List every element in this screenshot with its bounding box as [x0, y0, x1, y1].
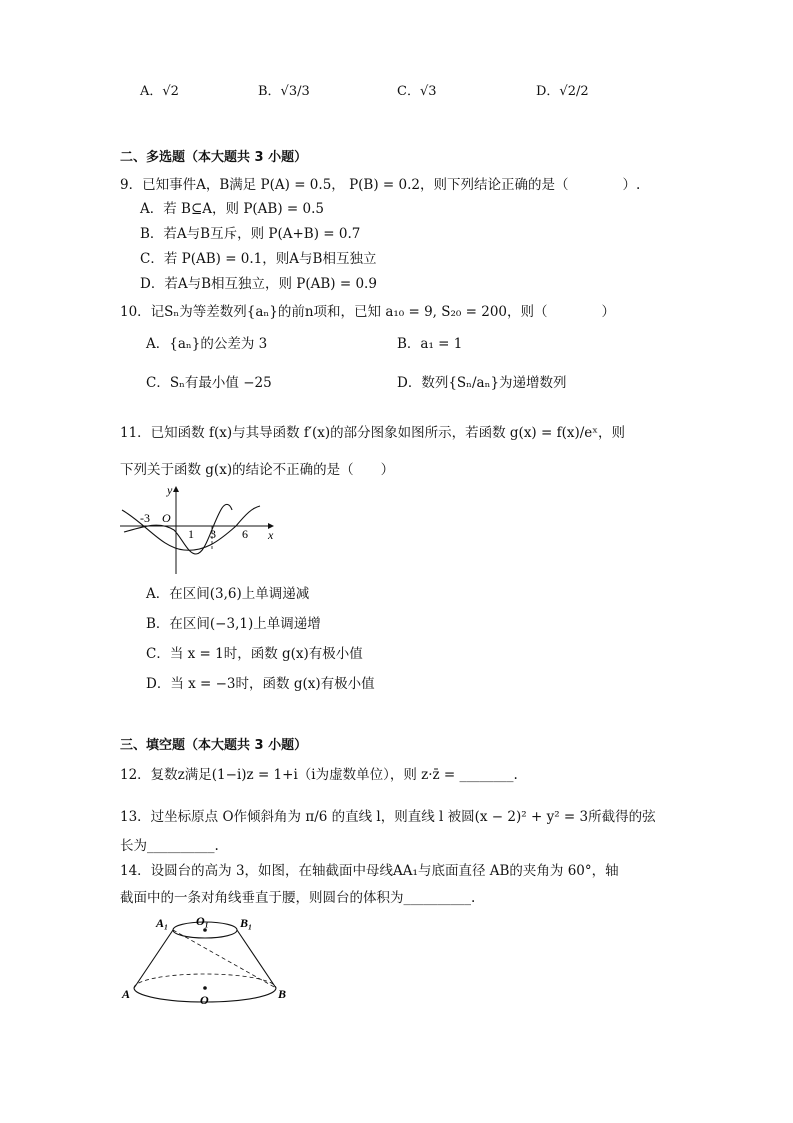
- section-title-multiple-choice: 二、多选题（本大题共 3 小题）: [120, 150, 308, 165]
- graph-label-neg3: -3: [140, 511, 150, 525]
- q11-stem-line2: 下列关于函数 g(x)的结论不正确的是（ ）: [120, 462, 395, 478]
- q9-option-a: A．若 B⊆A，则 P(AB) = 0.5: [140, 201, 324, 217]
- q8-option-c: [397, 80, 437, 99]
- q9-option-c: C．若 P(AB) = 0.1，则A与B相互独立: [140, 251, 377, 267]
- q12-text: 12．复数z满足(1−i)z = 1+i（i为虚数单位），则 z·z̄ = ________.: [120, 767, 518, 783]
- q11-option-d: D．当 x = −3时，函数 g(x)有极小值: [146, 676, 375, 692]
- graph-label-6: 6: [242, 527, 248, 541]
- frustum-label-o1: O₁: [196, 914, 209, 928]
- q14-frustum-figure: [118, 910, 298, 1010]
- q11-stem-line1: 11．已知函数 f(x)与其导函数 f′(x)的部分图象如图所示，若函数 g(x) = f(x)/eˣ，则: [120, 425, 625, 441]
- q10-stem: 10．记Sₙ为等差数列{aₙ}的前n项和，已知 a₁₀ = 9, S₂₀ = 200，则（ ）: [120, 304, 615, 320]
- q8-option-b-text: B．√3/3: [258, 84, 310, 99]
- q8-option-a: [140, 80, 179, 99]
- frustum-label-a1: A₁: [156, 916, 169, 930]
- q10-option-b: B．a₁ = 1: [397, 336, 463, 352]
- q11-function-graph: [118, 484, 288, 576]
- q11-option-b: B．在区间(−3,1)上单调递增: [146, 616, 321, 632]
- q8-option-d: [536, 80, 589, 99]
- graph-label-3: 3: [210, 527, 216, 541]
- q9-option-d: D．若A与B相互独立，则 P(AB) = 0.9: [140, 276, 377, 292]
- q9-stem: 9．已知事件A，B满足 P(A) = 0.5， P(B) = 0.2，则下列结论正确的是（ ）.: [120, 177, 641, 193]
- q13-line2: 长为__________.: [120, 838, 219, 854]
- q8-option-c-text: C．√3: [397, 84, 437, 99]
- graph-label-x: x: [268, 528, 274, 542]
- q9-option-b: B．若A与B互斥，则 P(A+B) = 0.7: [140, 226, 361, 242]
- graph-label-1: 1: [188, 527, 194, 541]
- frustum-label-o: O: [200, 993, 209, 1007]
- graph-label-origin: O: [162, 511, 171, 525]
- q10-option-a: A．{aₙ}的公差为 3: [146, 336, 268, 352]
- frustum-label-b1: B₁: [240, 916, 253, 930]
- q11-option-a: A．在区间(3,6)上单调递减: [146, 586, 310, 602]
- q13-line1: 13．过坐标原点 O作倾斜角为 π/6 的直线 l，则直线 l 被圆(x − 2)² + y² = 3所截得的弦: [120, 809, 656, 825]
- frustum-label-a: A: [122, 987, 131, 1001]
- section-title-fill-in: 三、填空题（本大题共 3 小题）: [120, 738, 308, 753]
- graph-label-y: y: [167, 484, 173, 497]
- q14-line1: 14．设圆台的高为 3，如图，在轴截面中母线AA₁与底面直径 AB的夹角为 60°，轴: [120, 863, 619, 879]
- q8-option-d-text: D．√2/2: [536, 84, 589, 99]
- frustum-label-b: B: [278, 987, 287, 1001]
- q14-line2: 截面中的一条对角线垂直于腰，则圆台的体积为__________.: [120, 890, 476, 906]
- q10-option-c: C．Sₙ有最小值 −25: [146, 375, 272, 391]
- q8-option-b: [258, 80, 310, 99]
- q10-option-d: D．数列{Sₙ/aₙ}为递增数列: [397, 375, 567, 391]
- q11-option-c: C．当 x = 1时，函数 g(x)有极小值: [146, 646, 363, 662]
- q8-option-a-text: A．√2: [140, 84, 179, 99]
